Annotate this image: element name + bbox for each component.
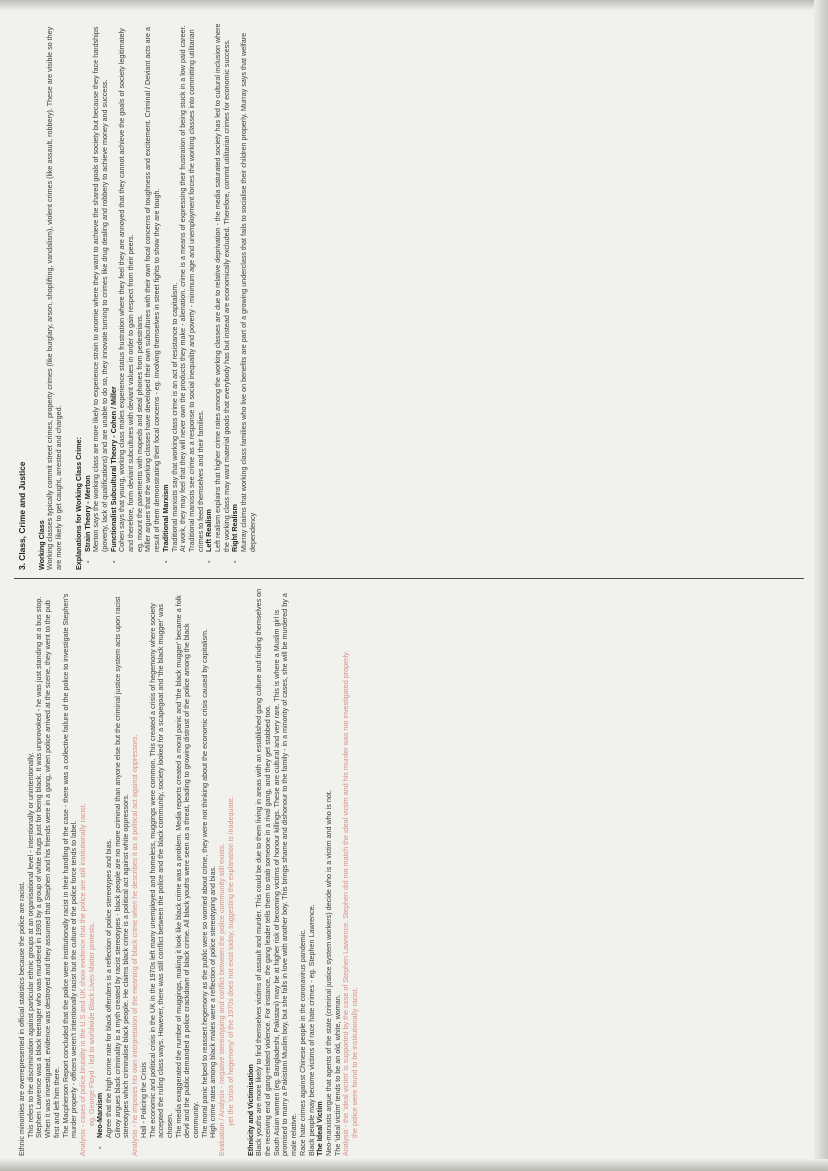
ideal-victim-heading: The Ideal Victim [315,1101,325,1156]
strain-theory-heading: - Strain Theory - Merton [84,22,93,570]
victimisation-text: Race hate crimes against Chinese people in the coronavirus pandemic. [297,929,307,1156]
scan-edge-top [0,0,828,10]
victimisation-text: Black youths are more likely to find themselves victims of assault and murder. This could be due to them living in areas with an established gang culture and finding themselves on the receiving end of gang-related violence. For instance, the gang leader tells them to stab someone in a rival gang, and they get stabbed too. [254,588,272,1156]
hall-text: High crime rates among black males were a reflection of police stereotyping and bias. [208,865,218,1138]
explanations-heading: Explanations for Working Class Crime: [73,437,83,570]
notes-column-class [14,14,804,579]
neo-marxism-text: Gilroy argues black criminality is a myth created by racist stereotypes - black people are no more criminal than anyone else but the criminal justice system acts upon racist stereotypes which criminalise black people. He claims black crime is a political act against white oppressors. [112,596,131,1138]
notes-column-ethnicity [14,579,804,1164]
victimisation-text: Black people may become victims of race hate crimes - eg. Stephen Lawrence. [306,904,316,1156]
working-class-heading: Working Class [36,520,46,570]
subcultural-theory-text: Cohen says that young, working class males experience status frustration where they feel they are annoyed that they cannot achieve the goals of society legitimately and therefore, form deviant subcultures with deviant values in order to gain respect from their peers. [117,28,136,552]
hall-heading: Hall - Policing the Crisis [138,1062,148,1138]
intro-line: Stephen Lawrence was a black teenager who was murdered in 1993 by a group of white thugs just for being black. It was unprovoked - he was just standing at a bus stop. When it was investigated, evidence was destroyed and they assumed that Stephen and his friends were in a gang, when police arrived at the scene, they went to the pub first and left him there. [34,596,61,1138]
ideal-victim-text: The 'ideal victim' tends to be an old, white, woman. [332,994,342,1156]
victimisation-text: South Asian women (eg. Bangladeshi, Pakistani) may be at higher risk of becoming victims of honour killings. These are cultural and very rare. This is where a Muslim girl is promised to marry a Pakistani Muslim boy, but she falls in love with another boy. This brings shame and dishonour to the family - in a minority of cases, she will be murdered by a male relative. [271,593,299,1156]
subcultural-theory-heading: - Functionalist Subcultural Theory - Cohen / Miller [110,22,119,570]
intro-line: The Macpherson Report concluded that the police were institutionally racist in their handling of the case - there was a collective failure of the police to investigate Stephen's murder properly - officers weren't intentionally racist but the culture of the police force tends to label. [60,593,79,1138]
spacer [27,22,33,570]
ideal-victim-text: Neo-marxists argue that agents of the state (criminal justice system workers) decide who is a victim and who is not. [323,790,333,1156]
analysis-note: Analysis - cases of police brutality in the U.S and UK show evidence that the police are still institutionally racist. [77,803,87,1156]
analysis-note: the police were found to be institutionally racist. [350,987,360,1138]
evaluation-note: yet the 'crisis of hegemony' of the 1970s does not exist today, suggesting the explanation is inadequate. [225,796,235,1126]
neo-marxism-heading: - Neo-Marxism [96,587,105,1156]
subcultural-theory-text: eg. mount the pavements with mopeds and steal phones from pedestrians. [134,314,144,552]
scan-edge-right [814,0,828,1171]
right-realism-text: Murray claims that working class families who live on benefits are part of a growing underclass that fails to socialise their children properly. Murray says that welfare dependency [239,32,257,552]
hall-text: The moral panic helped to reassert hegemony as the public were so worried about crime, they were not thinking about the economic crisis caused by capitalism. [199,629,209,1138]
hall-text: The media exaggerated the number of muggings, making it look like black crime was a problem. Media reports created a moral panic and 'the black mugger' became a folk devil and the public demanded a police crackdown of black crime. All black youths were seen as a threat, leading to growing distrust of the police among the black community. [173,595,201,1138]
strain-theory-text: Merton says the working class are more likely to experience strain to anomie where they want to achieve the shared goals of society but because they face hardships (poverty, lack of qualifications) and are unable to do so, they innovate turning to crimes like drug dealing and robbery to achieve money and success. [91,26,109,552]
intro-line: Ethnic minorities are overrepresented in official statistics because the police are racist. [17,881,26,1156]
analysis-note: eg. George Floyd - led to worldwide Black Lives Matter protests. [86,922,96,1126]
subcultural-theory-text: Miller argues that the working classes have developed their own subcultures with their own focal concerns of toughness and excitement. Criminal / Deviant acts are a result of them demonstrating their focal concerns - eg. involving themselves in street fights to show they are tough. [143,27,162,552]
analysis-note: Analysis - he imposes his own interpretation of the meaning of black crime when he describes it as a political act against oppressors. [130,734,140,1156]
traditional-marxism-text: At work, they may feel that they will never own the products they make - alienation. crime is a means of expressing their frustration of being stuck in a low paid career. [178,25,188,552]
left-realism-text: Left realism explains that higher crime rates among the working classes are due to relative deprivation - the media saturated society has led to cultural inclusion where the working class may want material goods that everybody has but instead are economically excluded. Therefore, commit utilitarian crimes for economic success. [213,23,231,552]
intro-line: This refers to the discrimination against particular ethnic groups at an organisational level - intentionally or unintentionally. [25,752,35,1138]
section-title: 3. Class, Crime and Justice [17,461,27,570]
victimisation-heading: Ethnicity and Victimisation [245,1064,255,1156]
traditional-marxism-text: Traditional marxists see crime as a response to social inequality and poverty - minimum age and unemployment forces the working classes into committing utilitarian crimes to feed themselves and their families. [186,29,205,552]
neo-marxism-text: Agree that the high crime rate for black offenders is a reflection of police stereotypes and bias. [104,838,114,1138]
working-class-text: Working classes typically commit street crimes, property crimes (like burglary, arson, shoplifting, vandalism), violent crimes (like assault, robbery). These are visible so they are more likely to get caught, arrested and charged. [45,26,64,570]
left-realism-heading: - Left Realism [205,22,214,570]
right-realism-heading: - Right Realism [231,22,240,570]
evaluation-note: Evaluation / Analysis - negative stereotyping and conflict between the police community still exists. [217,843,227,1156]
spacer [64,22,70,570]
rotated-notes [14,14,804,1164]
traditional-marxism-text: Traditional marxists say that working class crime is an act of resistance to capitalism. [169,282,179,552]
hall-text: The economic and political crisis in the UK in the 1970s left many unemployed and homeless, muggings were common. This created a crisis of hegemony where society accepted the ruling class ways. However, there was still conflict between the police and the black community, society looked for a scapegoat and 'the black mugger' was chosen. [147,603,174,1138]
traditional-marxism-heading: - Traditional Marxism [162,22,171,570]
spacer [236,587,242,1156]
analysis-note: Analysis - the 'ideal victim' is supported by the case of Stephen Lawrence. Stephen did not match the ideal victim and his murder was not investigated properly. [341,650,351,1156]
